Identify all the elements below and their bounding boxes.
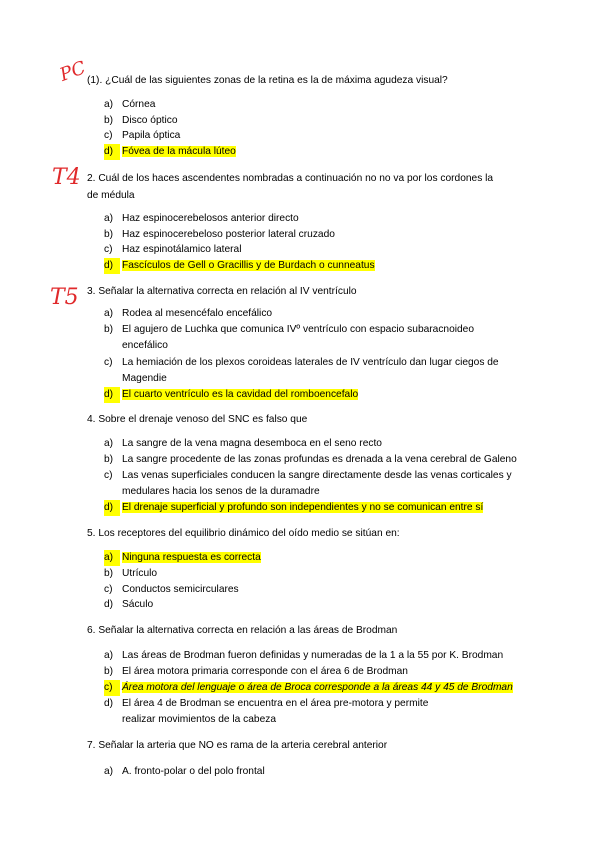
question-4-option-a xyxy=(104,436,514,452)
question-4-option-c xyxy=(104,468,514,499)
option-text: Ninguna respuesta es correcta xyxy=(122,552,261,563)
option-letter: b) xyxy=(104,324,114,335)
question-2-option-d-highlighted xyxy=(104,258,514,274)
option-text: El área motora primaria corresponde con el área 6 de Brodman xyxy=(122,666,408,677)
option-text: Las áreas de Brodman fueron definidas y numeradas de la 1 a la 55 por K. Brodman xyxy=(122,650,504,661)
option-letter: a) xyxy=(104,438,114,449)
option-text: Utrículo xyxy=(122,568,158,579)
question-5-option-a-highlighted xyxy=(104,550,514,566)
option-letter: d) xyxy=(104,144,120,160)
question-4-option-d-highlighted xyxy=(104,500,524,516)
option-letter: a) xyxy=(104,308,114,319)
option-text: Haz espinocerebelosos anterior directo xyxy=(122,213,299,224)
option-letter: b) xyxy=(104,666,114,677)
option-letter: a) xyxy=(104,766,114,777)
question-1-option-c xyxy=(104,128,514,144)
option-letter: d) xyxy=(104,387,120,403)
option-text: El drenaje superficial y profundo son independientes y no se comunican entre sí xyxy=(122,502,484,513)
question-6-option-b xyxy=(104,664,514,680)
question-3-option-c xyxy=(104,355,514,386)
option-letter: d) xyxy=(104,258,120,274)
question-5: 5. Los receptores del equilibrio dinámico del oído medio se sitúan en: xyxy=(87,528,400,539)
option-text: A. fronto-polar o del polo frontal xyxy=(122,766,265,777)
option-letter: a) xyxy=(104,213,114,224)
question-3-option-a xyxy=(104,306,514,322)
question-3: 3. Señalar la alternativa correcta en relación al IV ventrículo xyxy=(87,286,357,297)
option-letter: c) xyxy=(104,470,113,481)
handwritten-mark-t4: T4 xyxy=(52,165,81,190)
option-letter: b) xyxy=(104,229,114,240)
question-2-option-a xyxy=(104,211,514,227)
question-3-option-b xyxy=(104,322,484,353)
question-5-option-b xyxy=(104,566,514,582)
option-letter: c) xyxy=(104,244,113,255)
handwritten-mark-pc: PC xyxy=(57,57,89,86)
question-5-option-d xyxy=(104,597,514,613)
option-text: El agujero de Luchka que comunica IVº ventrículo con espacio subaracnoideo encefálico xyxy=(122,324,475,351)
option-text: El área 4 de Brodman se encuentra en el área pre-motora y permite realizar movimientos de la cabeza xyxy=(122,698,429,725)
question-3-option-d-highlighted xyxy=(104,387,514,403)
option-letter: d) xyxy=(104,698,114,709)
option-text: Sáculo xyxy=(122,599,154,610)
question-1: (1). ¿Cuál de las siguientes zonas de la retina es la de máxima agudeza visual? xyxy=(87,75,448,86)
option-letter: a) xyxy=(104,99,114,110)
question-2: 2. Cuál de los haces ascendentes nombradas a continuación no no va por los cordones la de médula xyxy=(87,173,494,201)
option-letter: a) xyxy=(104,650,114,661)
option-text: Rodea al mesencéfalo encefálico xyxy=(122,308,273,319)
option-text: Fascículos de Gell o Gracillis y de Burdach o cunneatus xyxy=(122,260,375,271)
option-letter: b) xyxy=(104,115,114,126)
option-text: La sangre de la vena magna desemboca en el seno recto xyxy=(122,438,382,449)
option-letter: b) xyxy=(104,454,114,465)
question-1-option-d-highlighted xyxy=(104,144,514,160)
question-4-option-b xyxy=(104,452,524,468)
question-1-option-b xyxy=(104,113,514,129)
option-text: Haz espinotálamico lateral xyxy=(122,244,242,255)
option-text: Córnea xyxy=(122,99,156,110)
option-letter: d) xyxy=(104,500,120,516)
question-2-option-c xyxy=(104,242,514,258)
question-6-option-d xyxy=(104,696,464,727)
option-text: Las venas superficiales conducen la sangre directamente desde las venas corticales y medulares hacia los senos de la duramadre xyxy=(122,470,512,497)
option-text: Haz espinocerebeloso posterior lateral cruzado xyxy=(122,229,335,240)
option-text: Fóvea de la mácula lúteo xyxy=(122,146,236,157)
question-2-option-b xyxy=(104,227,514,243)
question-6-option-a xyxy=(104,648,524,664)
option-text: Conductos semicirculares xyxy=(122,584,239,595)
question-6: 6. Señalar la alternativa correcta en relación a las áreas de Brodman xyxy=(87,625,398,636)
question-1-option-a xyxy=(104,97,514,113)
question-4: 4. Sobre el drenaje venoso del SNC es falso que xyxy=(87,414,308,425)
option-letter: c) xyxy=(104,584,113,595)
option-text: La hemiación de los plexos coroideas laterales de IV ventrículo dan lugar ciegos de Magendie xyxy=(122,357,499,384)
option-text: Papila óptica xyxy=(122,130,181,141)
option-letter: c) xyxy=(104,680,120,696)
option-text: Área motora del lenguaje o área de Broca corresponde a la áreas 44 y 45 de Brodman xyxy=(122,682,513,693)
option-text: Disco óptico xyxy=(122,115,178,126)
question-7-option-a xyxy=(104,764,514,780)
option-text: El cuarto ventrículo es la cavidad del romboencefalo xyxy=(122,389,359,400)
handwritten-mark-t5: T5 xyxy=(50,285,79,310)
option-text: La sangre procedente de las zonas profundas es drenada a la vena cerebral de Galeno xyxy=(122,454,517,465)
option-letter: b) xyxy=(104,568,114,579)
option-letter: c) xyxy=(104,130,113,141)
option-letter: a) xyxy=(104,550,120,566)
option-letter: c) xyxy=(104,357,113,368)
question-6-option-c-highlighted xyxy=(104,680,524,696)
question-7: 7. Señalar la arteria que NO es rama de la arteria cerebral anterior xyxy=(87,740,388,751)
question-5-option-c xyxy=(104,582,514,598)
option-letter: d) xyxy=(104,599,114,610)
